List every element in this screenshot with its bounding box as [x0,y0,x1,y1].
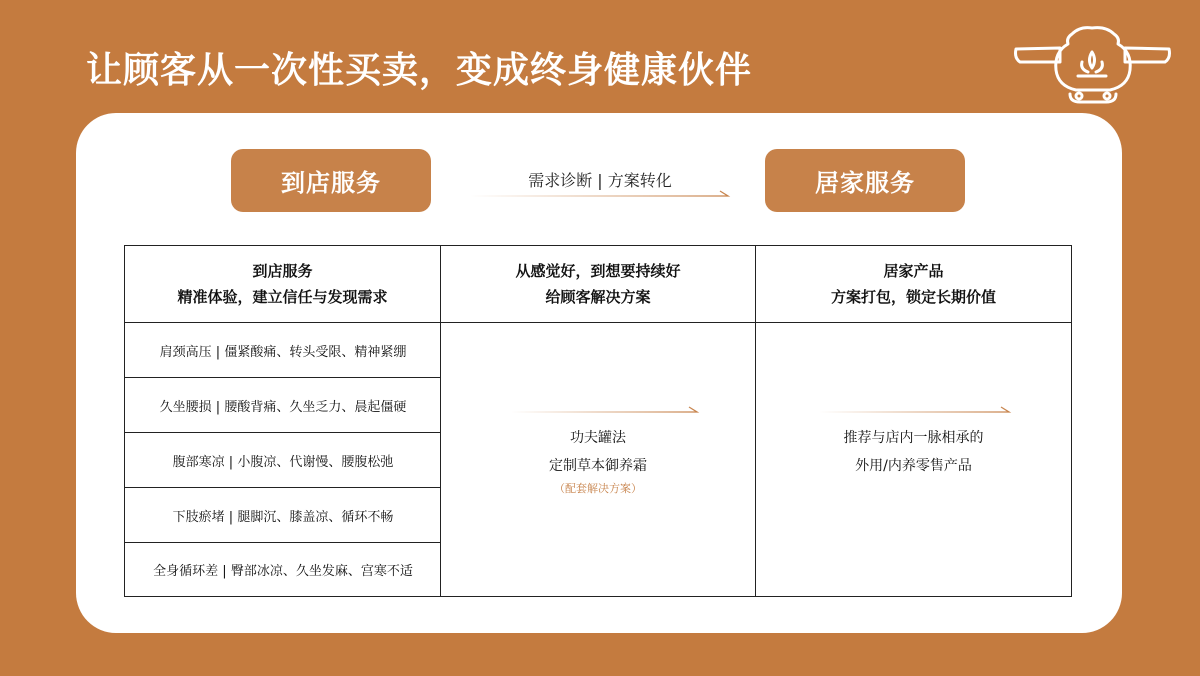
home-product-line: 推荐与店内一脉相承的 [843,430,984,446]
home-product-line: 外用/内养零售产品 [855,458,972,474]
right-arrow-icon [470,188,732,200]
header-in-store [125,246,440,322]
in-store-service-pill: 到店服务 [231,149,431,212]
cupping-jar-logo [1010,22,1175,104]
header-solution [441,246,755,322]
header-home-products [756,246,1071,322]
flow-label: 需求诊断 | 方案转化 [528,171,672,190]
symptom-row: 肩颈高压 | 僵紧酸痛、转头受限、精神紧绷 [159,344,407,360]
header-subtitle: 给顾客解决方案 [545,288,651,306]
header-subtitle: 方案打包，锁定长期价值 [830,288,996,306]
header-title: 到店服务 [252,262,313,280]
header-title: 从感觉好，到想要持续好 [515,262,681,280]
right-arrow-icon [819,404,1013,416]
symptom-row: 全身循环差 | 臀部冰凉、久坐发麻、宫寒不适 [153,564,413,579]
solution-cell [441,424,755,498]
symptom-row: 腹部寒凉 | 小腹凉、代谢慢、腰腹松弛 [172,454,394,470]
symptom-row: 下肢瘀堵 | 腿脚沉、膝盖凉、循环不畅 [172,509,394,525]
header-subtitle: 精准体验，建立信任与发现需求 [177,288,388,306]
solution-line: 定制草本御养霜 [549,458,647,474]
right-arrow-icon [511,404,701,416]
home-service-pill: 居家服务 [765,149,965,212]
header-title: 居家产品 [883,262,944,280]
service-table [124,245,1072,597]
page-title: 让顾客从一次性买卖，变成终身健康伙伴 [86,49,753,91]
solution-note: （配套解决方案） [554,482,642,495]
symptom-row: 久坐腰损 | 腰酸背痛、久坐乏力、晨起僵硬 [159,399,407,415]
home-product-cell [756,424,1071,480]
solution-line: 功夫罐法 [570,430,626,446]
